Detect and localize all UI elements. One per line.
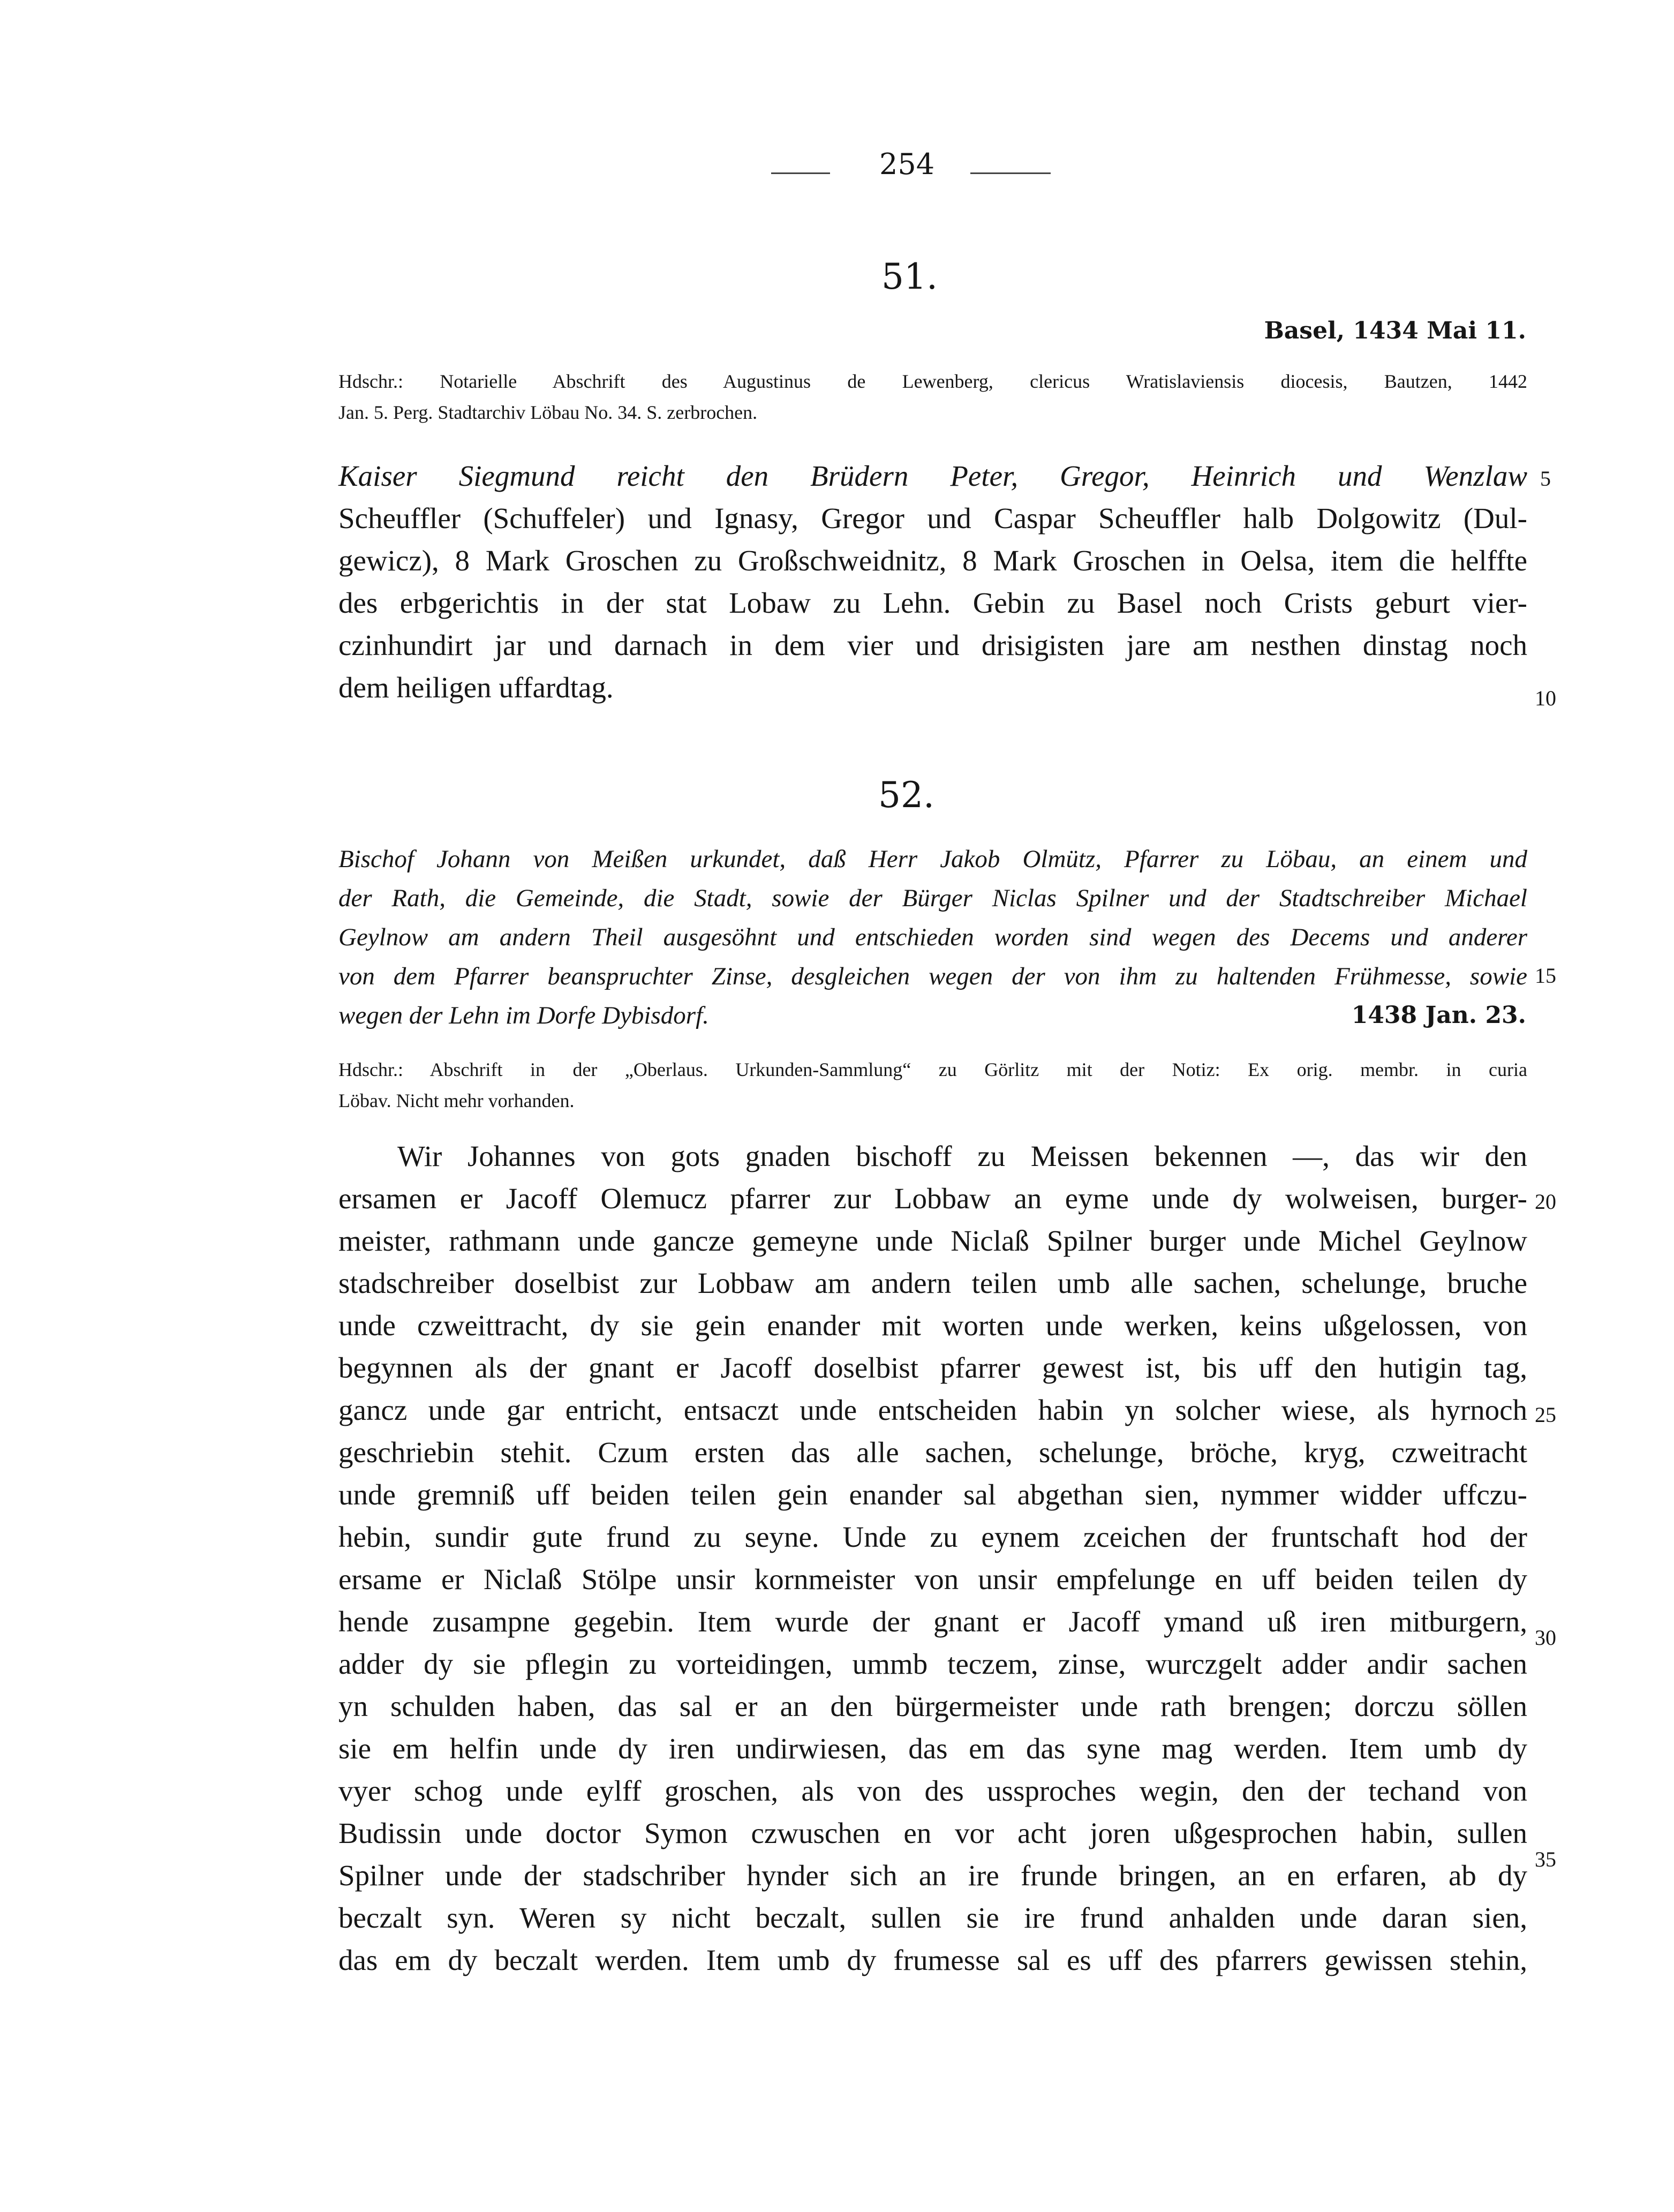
text-line: gewicz), 8 Mark Groschen zu Großschweidnitz, 8 Mark Groschen in Oelsa, item die helffte [338, 544, 1527, 577]
text-line: sie em helfin unde dy iren undirwiesen, das em das syne mag werden. Item umb dy [338, 1732, 1527, 1765]
source-note-51 [338, 366, 1527, 428]
source-note-51-line: Hdschr.: Notarielle Abschrift des Augustinus de Lewenberg, clericus Wratislaviensis diocesis, Bautzen, 1442 [338, 371, 1527, 392]
regest-line: der Rath, die Gemeinde, die Stadt, sowie der Bürger Niclas Spilner und der Stadtschreiber Michael [338, 884, 1527, 912]
document-52-text [338, 1135, 1527, 1982]
text-line: Kaiser Siegmund reicht den Brüdern Peter, Gregor, Heinrich und Wenzlaw [338, 460, 1527, 492]
text-line: ersamen er Jacoff Olemucz pfarrer zur Lobbaw an eyme unde dy wolweisen, burger- [338, 1182, 1527, 1215]
text-line: das em dy beczalt werden. Item umb dy frumesse sal es uff des pfarrers gewissen stehin, [338, 1944, 1527, 1976]
text-line: hende zusampne gegebin. Item wurde der gnant er Jacoff ymand uß iren mitburgern, [338, 1605, 1527, 1638]
dateline-51: Basel, 1434 Mai 11. [1264, 317, 1526, 344]
text-line: des erbgerichtis in der stat Lobaw zu Lehn. Gebin zu Basel noch Crists geburt vier- [338, 586, 1527, 619]
document-number-52: 52. [878, 774, 934, 816]
margin-line-number: 30 [1535, 1626, 1556, 1650]
text-line: hebin, sundir gute frund zu seyne. Unde zu eynem zceichen der fruntschaft hod der [338, 1521, 1527, 1553]
text-line: beczalt syn. Weren sy nicht beczalt, sullen sie ire frund anhalden unde daran sien, [338, 1901, 1527, 1934]
text-line: stadschreiber doselbist zur Lobbaw am andern teilen umb alle sachen, schelunge, bruche [338, 1267, 1527, 1299]
regest-line: von dem Pfarrer beanspruchter Zinse, desgleichen wegen der von ihm zu haltenden Frühmesse, sowie [338, 962, 1527, 990]
text-line: unde gremniß uff beiden teilen gein enander sal abgethan sien, nymmer widder uffczu- [338, 1478, 1527, 1511]
text-line: czinhundirt jar und darnach in dem vier und drisigisten jare am nesthen dinstag noch [338, 629, 1527, 661]
margin-line-number: 5 [1540, 467, 1551, 491]
page-number: 254 [879, 147, 935, 181]
header-rule-right [970, 172, 1051, 174]
text-line: gancz unde gar entricht, entsaczt unde entscheiden habin yn solcher wiese, als hyrnoch [338, 1394, 1527, 1426]
source-note-52 [338, 1054, 1527, 1116]
header-rule-left [771, 172, 830, 174]
document-51-text [338, 455, 1527, 709]
margin-line-number: 25 [1535, 1403, 1556, 1427]
margin-line-number: 10 [1535, 686, 1556, 710]
margin-line-number: 15 [1535, 964, 1556, 988]
regest-line: wegen der Lehn im Dorfe Dybisdorf. [338, 1002, 709, 1029]
text-line: vyer schog unde eylff groschen, als von des ussproches wegin, den der techand von [338, 1774, 1527, 1807]
margin-line-number: 35 [1535, 1847, 1556, 1871]
margin-line-number: 20 [1535, 1190, 1556, 1214]
text-line: unde czweittracht, dy sie gein enander mit worten unde werken, keins ußgelossen, von [338, 1309, 1527, 1342]
text-line: Scheuffler (Schuffeler) und Ignasy, Gregor und Caspar Scheuffler halb Dolgowitz (Dul- [338, 502, 1527, 535]
source-note-51-line: Jan. 5. Perg. Stadtarchiv Löbau No. 34. S. zerbrochen. [338, 402, 758, 423]
source-note-52-line: Hdschr.: Abschrift in der „Oberlaus. Urkunden-Sammlung“ zu Görlitz mit der Notiz: Ex orig. membr. in curia [338, 1059, 1527, 1080]
text-line: Wir Johannes von gots gnaden bischoff zu Meissen bekennen —, das wir den [397, 1140, 1527, 1172]
regest-line: Geylnow am andern Theil ausgesöhnt und entschieden worden sind wegen des Decems und anderer [338, 923, 1527, 951]
text-line: meister, rathmann unde gancze gemeyne unde Niclaß Spilner burger unde Michel Geylnow [338, 1224, 1527, 1257]
text-line: adder dy sie pflegin zu vorteidingen, ummb teczem, zinse, wurczgelt adder andir sachen [338, 1647, 1527, 1680]
source-note-52-line: Löbav. Nicht mehr vorhanden. [338, 1090, 575, 1111]
regest-line: Bischof Johann von Meißen urkundet, daß Herr Jakob Olmütz, Pfarrer zu Löbau, an einem und [338, 845, 1527, 873]
text-line: dem heiligen uffardtag. [338, 671, 614, 704]
text-line: ersame er Niclaß Stölpe unsir kornmeister von unsir empfelunge en uff beiden teilen dy [338, 1563, 1527, 1596]
text-line: Budissin unde doctor Symon czwuschen en vor acht joren ußgesprochen habin, sullen [338, 1817, 1527, 1849]
text-line: geschriebin stehit. Czum ersten das alle sachen, schelunge, bröche, kryg, czweitracht [338, 1436, 1527, 1469]
text-line: begynnen als der gnant er Jacoff doselbist pfarrer gewest ist, bis uff den hutigin tag, [338, 1351, 1527, 1384]
dateline-52: 1438 Jan. 23. [1351, 1002, 1526, 1029]
text-line: Spilner unde der stadschriber hynder sich an ire frunde bringen, an en erfaren, ab dy [338, 1859, 1527, 1892]
document-number-51: 51. [881, 256, 938, 297]
text-line: yn schulden haben, das sal er an den bürgermeister unde rath brengen; dorczu söllen [338, 1690, 1527, 1722]
